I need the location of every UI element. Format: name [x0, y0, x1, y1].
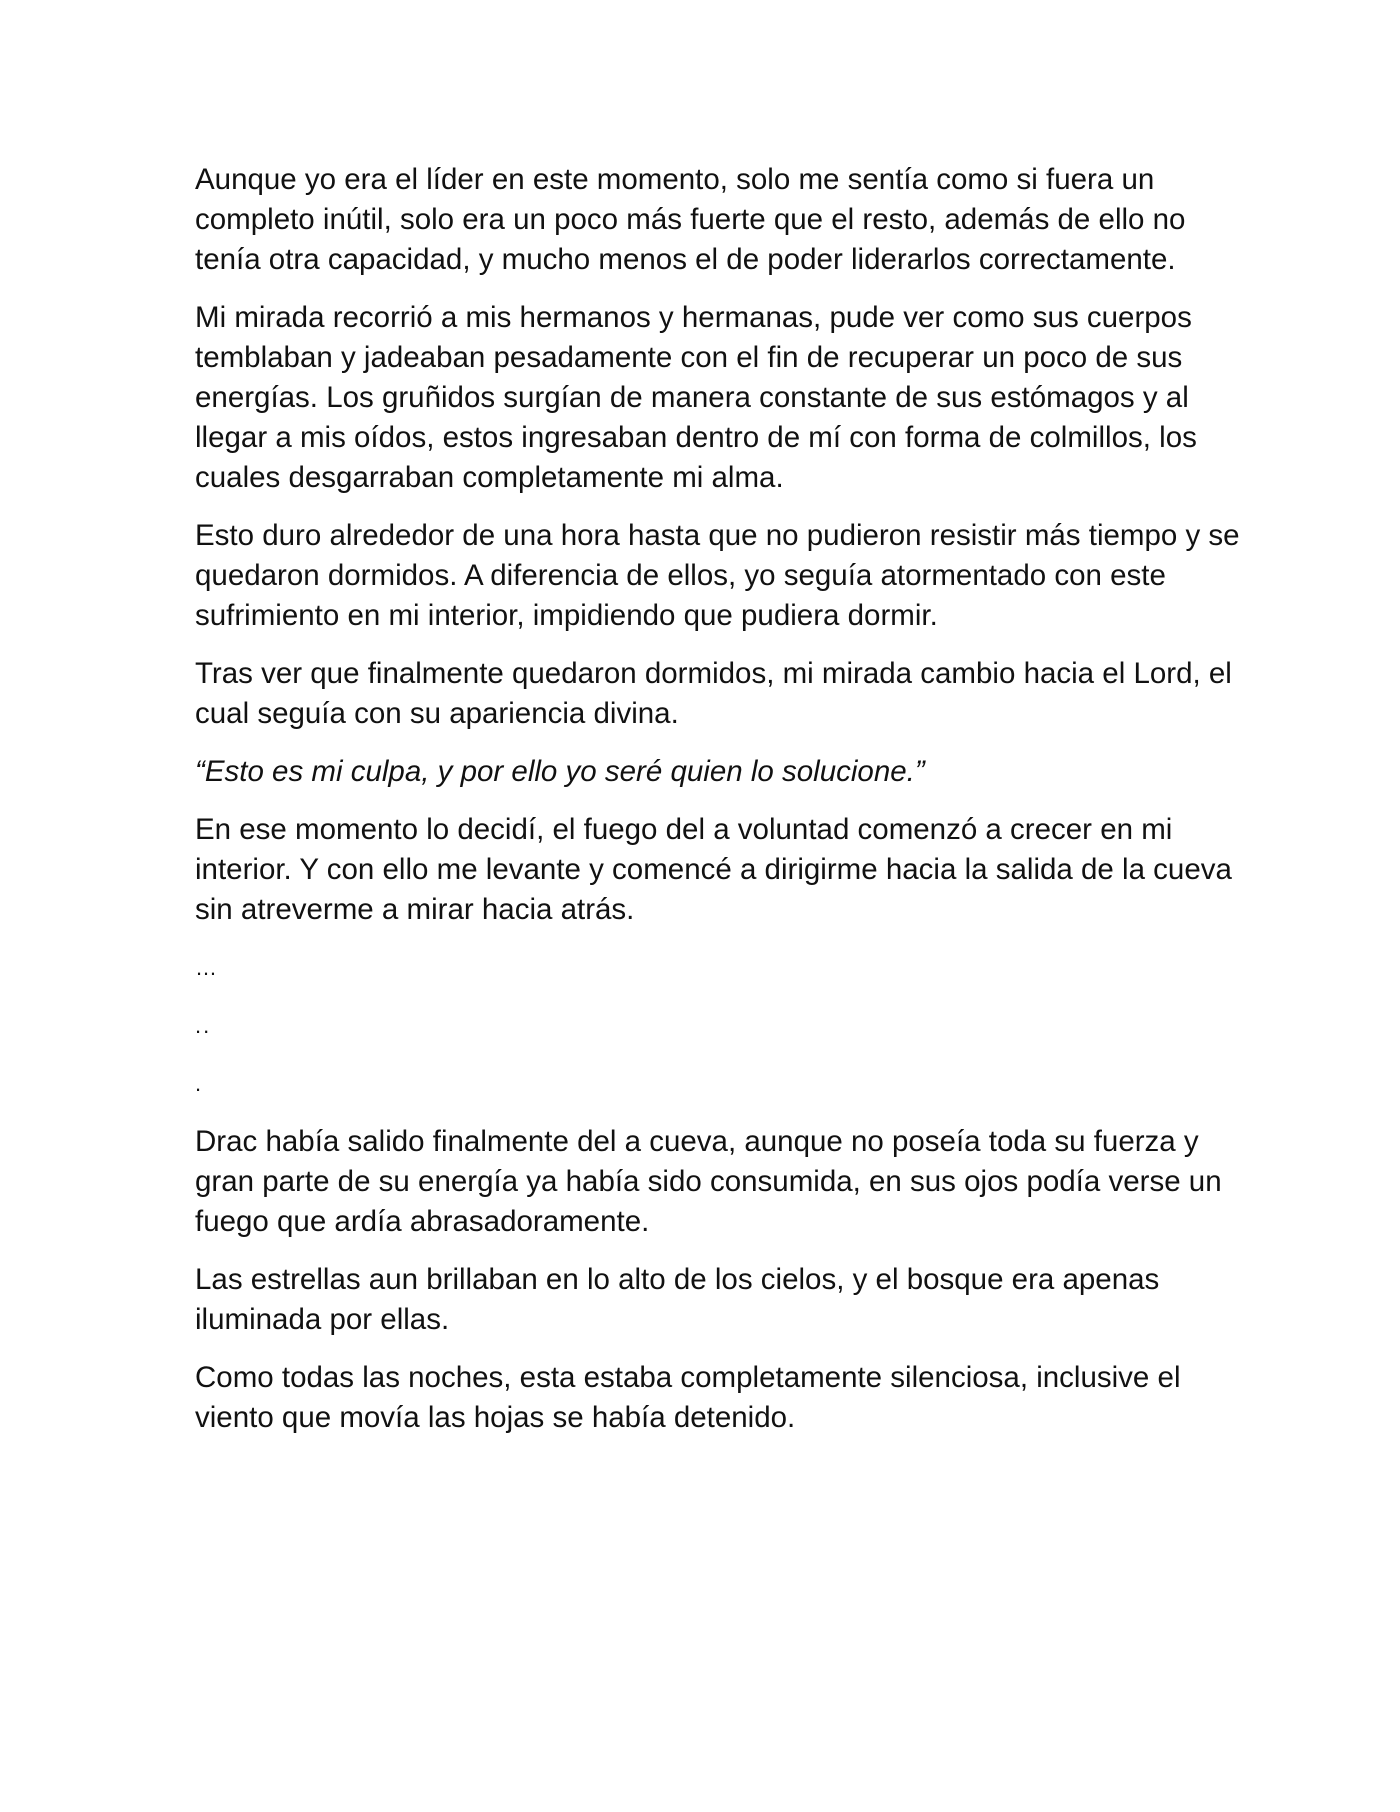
paragraph: En ese momento lo decidí, el fuego del a voluntad comenzó a crecer en mi interior. Y con ello me levante y comencé a dirigirme hacia la salida de la cueva sin atreverme a mirar hacia atrás. — [195, 813, 1232, 926]
paragraph: Aunque yo era el líder en este momento, solo me sentía como si fuera un completo inútil, solo era un poco más fuerte que el resto, además de ello no tenía otra capacidad, y mucho menos el de poder liderarlos correctamente. — [195, 163, 1186, 276]
paragraph: Drac había salido finalmente del a cueva, aunque no poseía toda su fuerza y gran parte de su energía ya había sido consumida, en sus ojos podía verse un fuego que ardía abrasadoramente. — [195, 1125, 1222, 1238]
paragraph: Esto duro alrededor de una hora hasta que no pudieron resistir más tiempo y se quedaron dormidos. A diferencia de ellos, yo seguía atormentado con este sufrimiento en mi interior, impidiendo que pudiera dormir. — [195, 519, 1240, 632]
scene-break-dot: . — [195, 1071, 204, 1096]
paragraph: Como todas las noches, esta estaba completamente silenciosa, inclusive el viento que movía las hojas se había detenido. — [195, 1361, 1181, 1434]
scene-break-double-dot: .. — [195, 1013, 212, 1038]
scene-break-ellipsis: … — [195, 955, 219, 980]
italic-quote: “Esto es mi culpa, y por ello yo seré quien lo solucione.” — [195, 755, 925, 788]
paragraph: Mi mirada recorrió a mis hermanos y hermanas, pude ver como sus cuerpos temblaban y jadeaban pesadamente con el fin de recuperar un poco de sus energías. Los gruñidos surgían de manera constante de sus estómagos y al llegar a mis oídos, estos ingresaban dentro de mí con forma de colmillos, los cuales desgarraban completamente mi alma. — [195, 301, 1197, 494]
body-text — [195, 160, 1245, 1456]
paragraph: Tras ver que finalmente quedaron dormidos, mi mirada cambio hacia el Lord, el cual seguía con su apariencia divina. — [195, 657, 1232, 730]
paragraph: Las estrellas aun brillaban en lo alto de los cielos, y el bosque era apenas iluminada por ellas. — [195, 1263, 1160, 1336]
